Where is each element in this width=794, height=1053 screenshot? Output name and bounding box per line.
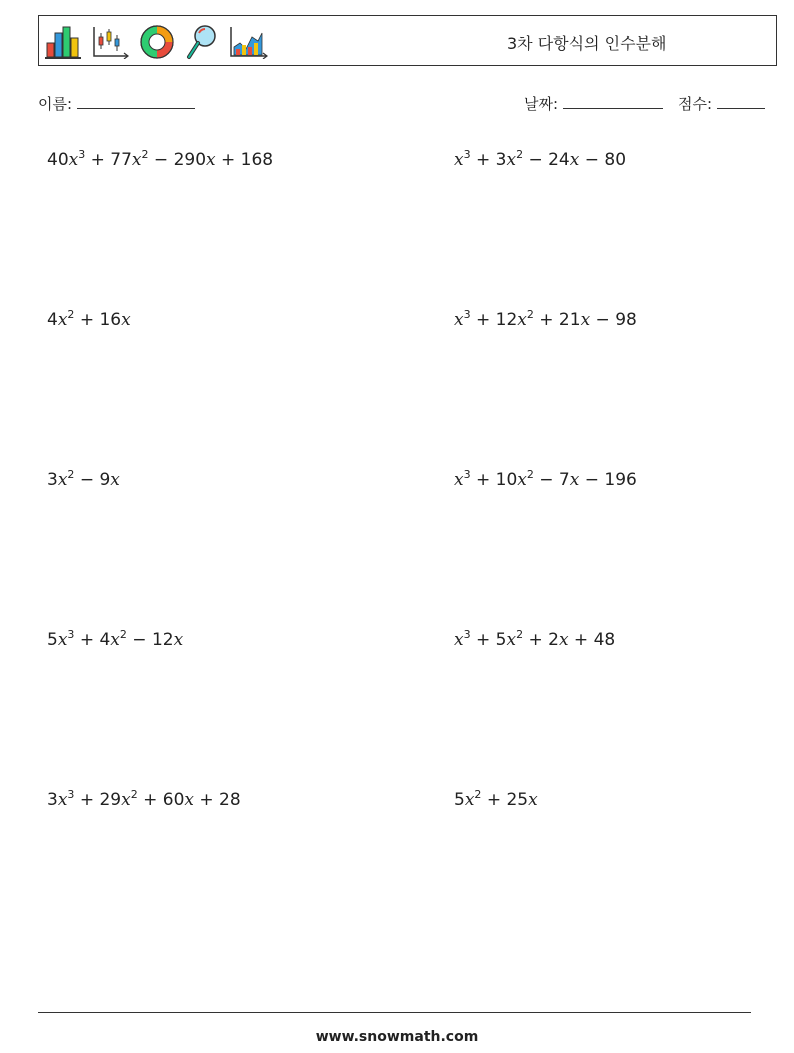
worksheet-title: 3차 다항식의 인수분해 [507,34,667,53]
problem-5: $3x^2 - 9x$ [47,468,120,490]
date-blank[interactable] [563,94,663,109]
problem-9: $3x^3 + 29x^2 + 60x + 28$ [47,788,241,810]
footer-divider [38,1012,751,1013]
header-icons [44,23,268,61]
problem-8: $x^3 + 5x^2 + 2x + 48$ [454,628,616,650]
date-label: 날짜: [524,95,559,113]
area-chart-icon [228,25,268,59]
donut-chart-icon [138,23,176,61]
problem-1: $40x^3 + 77x^2 - 290x + 168$ [47,148,274,170]
footer-url: www.snowmath.com [315,1029,479,1045]
name-blank[interactable] [77,94,195,109]
problem-3: $4x^2 + 16x$ [47,308,131,330]
candlestick-chart-icon [91,25,129,59]
score-label: 점수: [678,95,713,113]
name-label: 이름: [38,95,73,113]
problem-7: $5x^3 + 4x^2 - 12x$ [47,628,184,650]
problem-10: $5x^2 + 25x$ [454,788,538,810]
date-field [524,93,663,114]
problem-6: $x^3 + 10x^2 - 7x - 196$ [454,468,637,490]
problem-4: $x^3 + 12x^2 + 21x - 98$ [454,308,637,330]
problem-2: $x^3 + 3x^2 - 24x - 80$ [454,148,627,170]
magnifier-icon [185,23,219,61]
worksheet-header [38,15,777,66]
bar-chart-icon [44,25,82,59]
score-blank[interactable] [717,94,765,109]
score-field [678,93,765,114]
name-field [38,93,195,114]
